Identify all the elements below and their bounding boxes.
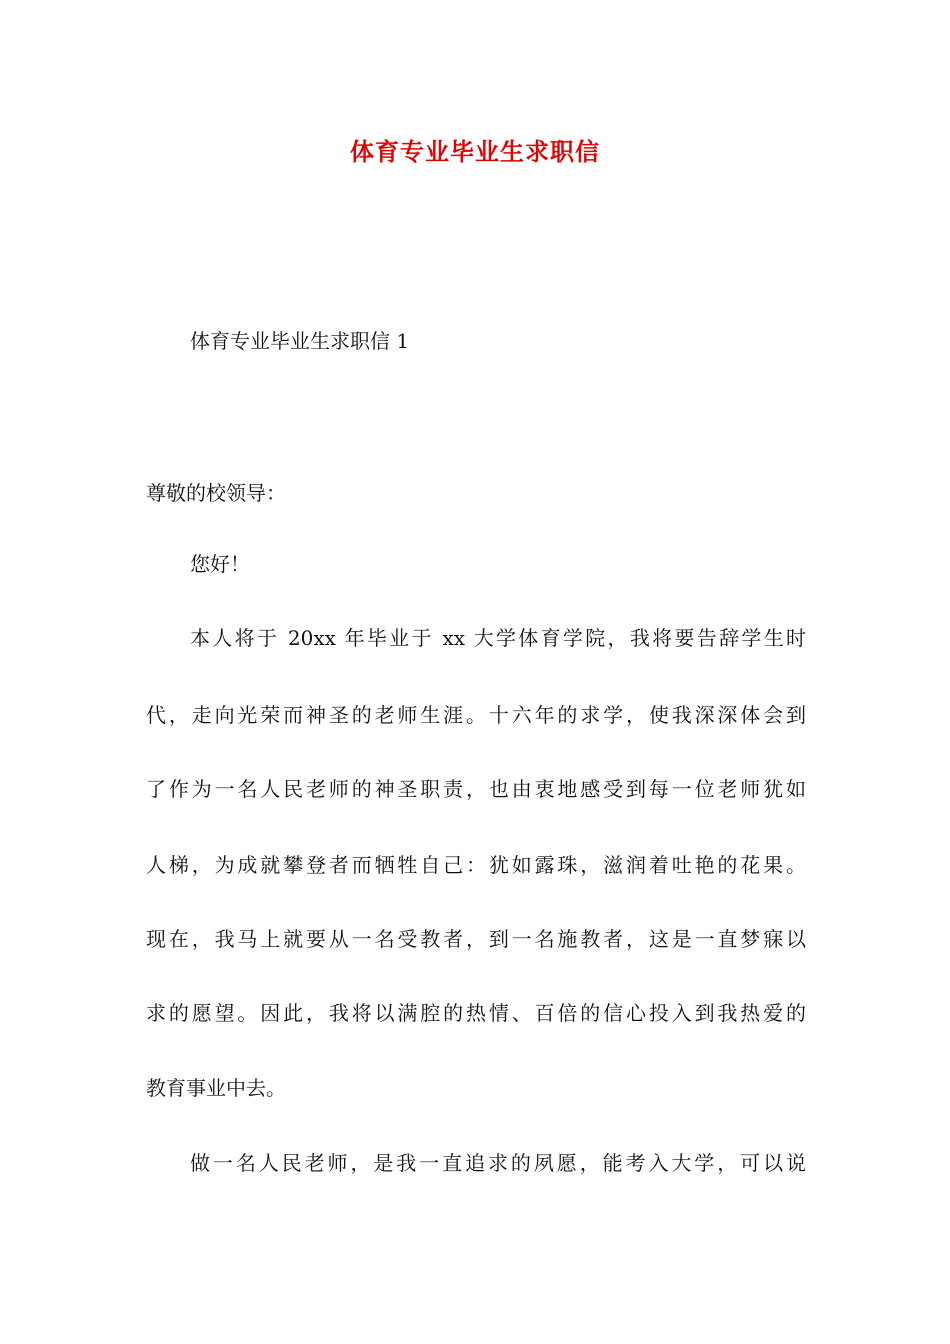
paragraph-1-line: 代，走向光荣而神圣的老师生涯。十六年的求学，使我深深体会到 — [146, 703, 806, 727]
letter-subheading: 体育专业毕业生求职信 1 — [190, 329, 410, 353]
paragraph-1-line: 教育事业中去。 — [146, 1076, 286, 1100]
salutation: 尊敬的校领导： — [146, 481, 286, 505]
paragraph-1-line: 了作为一名人民老师的神圣职责，也由衷地感受到每一位老师犹如 — [146, 777, 806, 801]
paragraph-1-line: 本人将于 20xx 年毕业于 xx 大学体育学院，我将要告辞学生时 — [190, 626, 806, 650]
document-title: 体育专业毕业生求职信 — [350, 137, 600, 166]
paragraph-1-line: 人梯，为成就攀登者而牺牲自己：犹如露珠，滋润着吐艳的花果。 — [146, 853, 806, 877]
paragraph-1-line: 求的愿望。因此，我将以满腔的热情、百倍的信心投入到我热爱的 — [146, 1001, 806, 1025]
greeting: 您好！ — [190, 552, 250, 576]
paragraph-2-line: 做一名人民老师，是我一直追求的夙愿，能考入大学，可以说 — [190, 1151, 806, 1175]
paragraph-1-line: 现在，我马上就要从一名受教者，到一名施教者，这是一直梦寐以 — [146, 927, 806, 951]
